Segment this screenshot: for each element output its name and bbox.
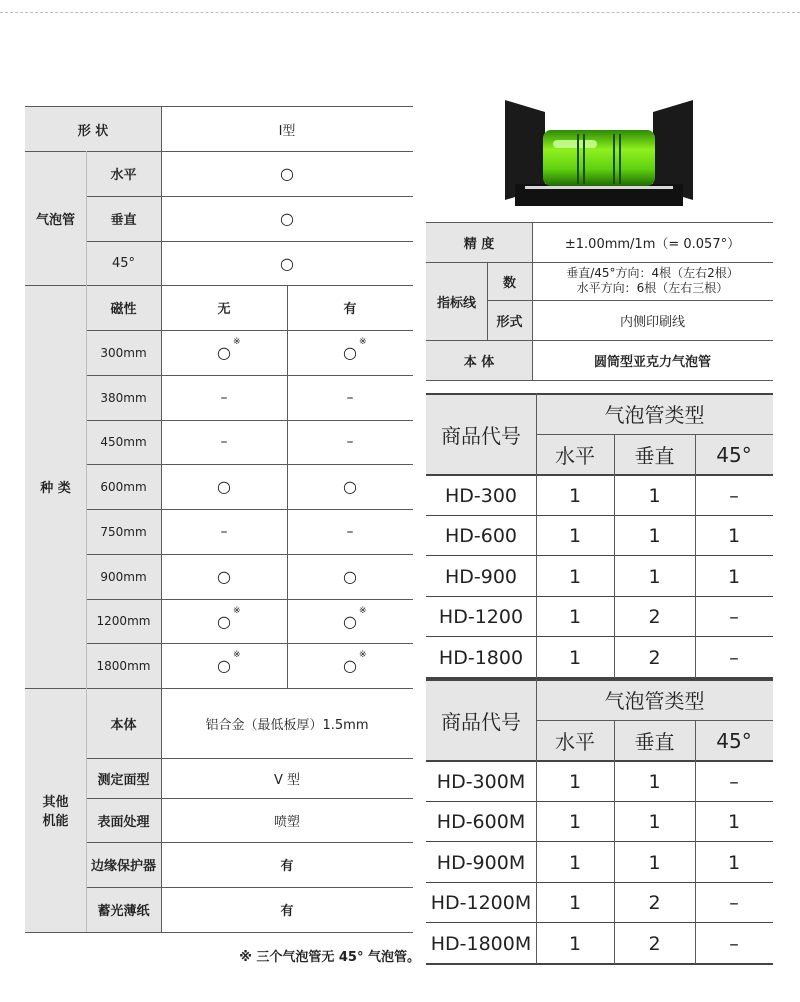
non-magnetic-cell [161,464,287,509]
vertical-count: 2 [614,597,695,637]
other-body-value: 铝合金（最低板厚）1.5mm [161,688,413,758]
indicator-count-line2: 水平方向：6根（左右三根） [576,281,729,295]
availability-symbol: ○ [217,567,231,586]
availability-symbol: ○ [217,343,231,362]
diagonal-count: 1 [695,516,773,556]
product-code: HD-900M [426,842,536,883]
product-code: HD-300M [426,761,536,802]
product-code: HD-900 [426,556,536,597]
bubble-vial-image [505,100,693,206]
magnetic-cell [287,643,413,688]
indicator-form-label: 形式 [487,300,532,340]
magnetic-cell [287,554,413,599]
size-cell [86,554,161,599]
indicator-count-value [532,262,773,300]
non-magnetic-cell [161,509,287,554]
diagonal-count: – [695,761,773,802]
other-label-line1: 其他 [42,795,69,810]
product-code: HD-1200 [426,597,536,637]
magnetic-cell [287,599,413,643]
diagonal-count: – [695,637,773,678]
other-surface-type-label: 测定面型 [86,758,161,798]
other-surface-type-value: V 型 [161,758,413,798]
other-glow-paper-label: 蓄光薄纸 [86,887,161,932]
magnetic-header-label: 磁性 [86,285,161,330]
availability-mark [217,650,241,675]
bubble-45-label: 45° [86,241,161,285]
note-marker: ※ [232,650,241,660]
availability-symbol: – [220,434,228,450]
product-code: HD-1800M [426,923,536,964]
vertical-count: 1 [614,475,695,516]
shape-value: I型 [161,107,413,151]
size-label: 750mm [100,524,147,539]
availability-mark [343,337,367,362]
bubble-horizontal-value: ○ [161,151,413,196]
size-cell [86,464,161,509]
availability-mark [343,477,357,496]
diagonal-count: – [695,597,773,637]
other-body-label: 本体 [86,688,161,758]
size-cell [86,375,161,420]
availability-mark [347,434,354,450]
note-marker: ※ [232,605,241,616]
bubble-vial-photo [505,100,693,206]
indicator-label: 指标线 [426,262,487,340]
col-horizontal: 水平 [536,434,614,475]
indicator-count-label: 数 [487,262,532,300]
col-vertical: 垂直 [614,434,695,475]
size-cell [86,599,161,643]
horizontal-count: 1 [536,637,614,678]
size-cell [86,509,161,554]
horizontal-count: 1 [536,923,614,964]
magnetic-cell [287,509,413,554]
availability-symbol: – [220,523,228,540]
bubble-45-value: ○ [161,241,413,285]
horizontal-count: 1 [536,883,614,923]
size-label: 300mm [100,345,147,360]
col-horizontal: 水平 [536,720,614,761]
col-vertical: 垂直 [614,720,695,761]
availability-symbol: ○ [343,343,357,362]
other-finish-label: 表面处理 [86,798,161,842]
indicator-count-line1: 垂直/45°方向：4根（左右2根） [566,266,739,280]
availability-symbol: – [346,523,354,540]
shape-label: 形 状 [25,107,161,151]
magnetic-cell [287,330,413,375]
col-45: 45° [695,720,773,761]
diagonal-count: – [695,883,773,923]
availability-symbol: ○ [217,611,231,631]
non-magnetic-cell [161,599,287,643]
vertical-count: 1 [614,761,695,802]
horizontal-count: 1 [536,802,614,842]
horizontal-count: 1 [536,597,614,637]
size-label: 1200mm [96,614,151,628]
other-label-line2: 机能 [42,814,69,829]
vertical-count: 1 [614,516,695,556]
availability-mark [217,477,231,496]
body-value: 圆筒型亚克力气泡管 [532,340,773,380]
availability-symbol: ○ [343,477,357,496]
availability-mark [217,605,241,631]
other-glow-paper-value: 有 [161,887,413,932]
availability-mark [221,524,228,540]
availability-symbol: ○ [343,656,357,675]
bubble-vertical-value: ○ [161,196,413,241]
non-magnetic-cell [161,330,287,375]
bubble-horizontal-label: 水平 [86,151,161,196]
horizontal-count: 1 [536,842,614,883]
size-label: 450mm [100,435,147,449]
precision-label: 精 度 [426,222,532,262]
diagonal-count: – [695,923,773,964]
product-code: HD-600M [426,802,536,842]
product-code: HD-600 [426,516,536,556]
note-marker: ※ [358,605,367,616]
bubble-group-label: 气泡管 [25,151,86,285]
magnetic-no-header: 无 [161,285,287,330]
magnetic-cell [287,375,413,420]
other-finish-value: 喷塑 [161,798,413,842]
non-magnetic-cell [161,420,287,464]
availability-symbol: – [346,434,354,450]
body-label: 本 体 [426,340,532,380]
availability-symbol: – [346,389,354,406]
availability-mark [347,524,354,540]
horizontal-count: 1 [536,556,614,597]
product-code: HD-300 [426,475,536,516]
vertical-count: 1 [614,802,695,842]
availability-mark [343,605,367,631]
vertical-count: 1 [614,556,695,597]
bubble-type-header: 气泡管类型 [536,393,773,434]
bubble-type-header: 气泡管类型 [536,679,773,720]
code-header: 商品代号 [426,393,536,475]
size-cell [86,420,161,464]
availability-mark [221,434,228,450]
top-dashed-rule [0,12,800,13]
diagonal-count: 1 [695,802,773,842]
size-label: 380mm [100,390,147,405]
size-cell [86,330,161,375]
non-magnetic-cell [161,643,287,688]
indicator-form-value: 内侧印刷线 [532,300,773,340]
note-marker: ※ [232,337,241,347]
bubble-vertical-label: 垂直 [86,196,161,241]
non-magnetic-cell [161,375,287,420]
size-label: 1800mm [96,658,151,673]
note-marker: ※ [358,650,367,660]
vertical-count: 2 [614,883,695,923]
vertical-count: 2 [614,923,695,964]
availability-mark [343,567,357,586]
precision-value: ±1.00mm/1m（= 0.057°） [532,222,773,262]
diagonal-count: 1 [695,556,773,597]
note-marker: ※ [358,337,367,347]
col-45: 45° [695,434,773,475]
availability-symbol: ○ [343,611,357,631]
availability-mark [217,337,241,362]
availability-symbol: ○ [217,477,231,496]
horizontal-count: 1 [536,475,614,516]
other-group-label [25,688,86,932]
product-code: HD-1800 [426,637,536,678]
availability-mark [221,390,228,406]
diagonal-count: – [695,475,773,516]
availability-mark [343,650,367,675]
vertical-count: 2 [614,637,695,678]
magnetic-yes-header: 有 [287,285,413,330]
code-header: 商品代号 [426,679,536,761]
product-code: HD-1200M [426,883,536,923]
availability-mark [347,390,354,406]
horizontal-count: 1 [536,516,614,556]
other-edge-guard-label: 边缘保护器 [86,842,161,887]
horizontal-count: 1 [536,761,614,802]
availability-symbol: – [220,389,228,406]
magnetic-cell [287,420,413,464]
other-edge-guard-value: 有 [161,842,413,887]
kinds-group-label: 种 类 [25,285,86,688]
magnetic-cell [287,464,413,509]
size-label: 600mm [100,479,147,494]
diagonal-count: 1 [695,842,773,883]
availability-symbol: ○ [343,567,357,586]
size-label: 900mm [100,569,147,584]
size-cell [86,643,161,688]
availability-symbol: ○ [217,656,231,675]
footnote: ※ 三个气泡管无 45° 气泡管。 [239,949,420,965]
vertical-count: 1 [614,842,695,883]
availability-mark [217,567,231,586]
non-magnetic-cell [161,554,287,599]
